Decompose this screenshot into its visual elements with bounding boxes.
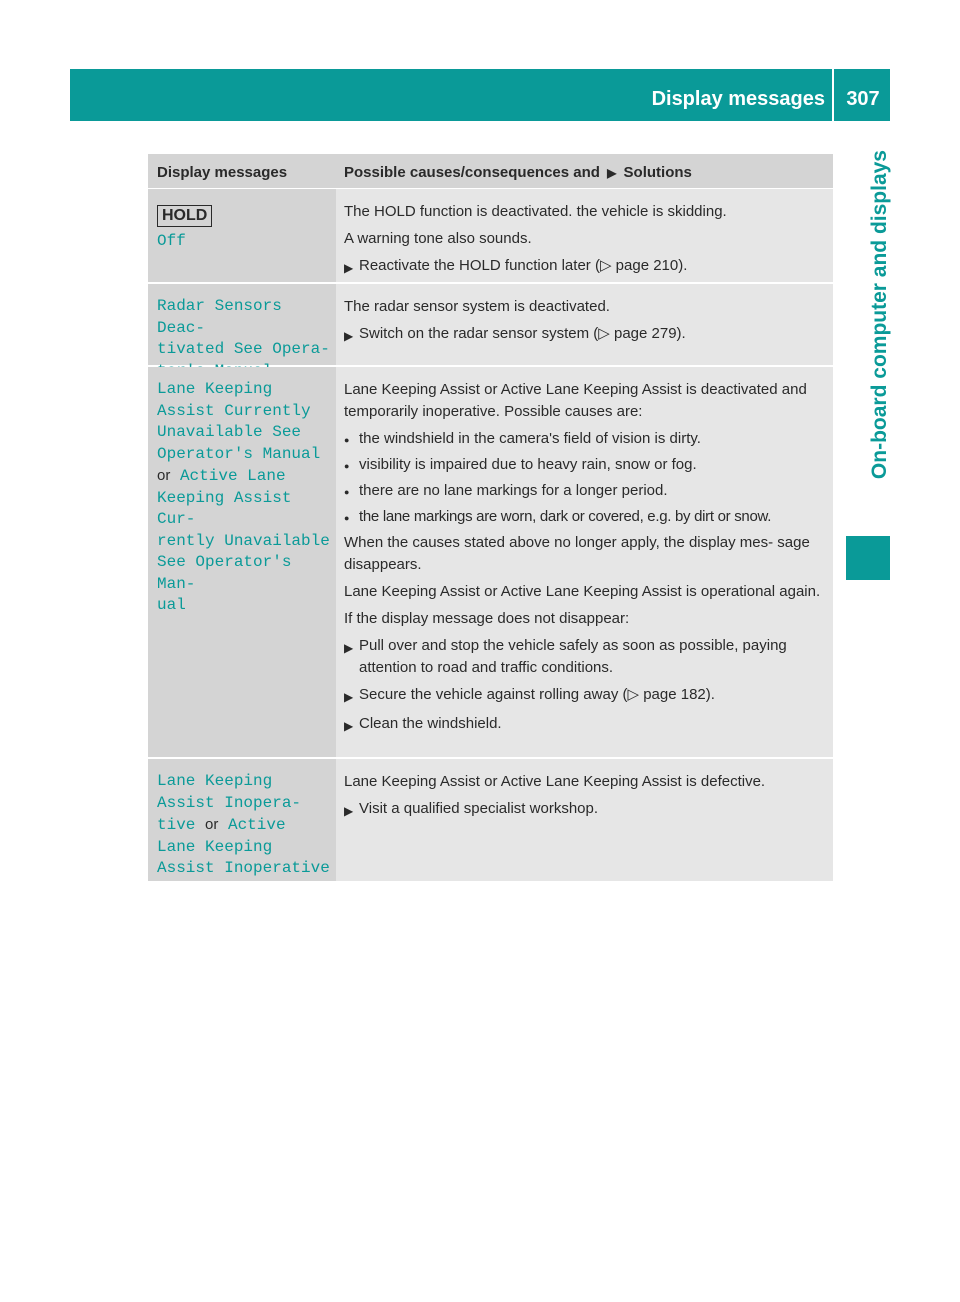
page-ref-icon: ▷ [599, 257, 612, 274]
list-item: ● the windshield in the camera's field of vision is dirty. [344, 428, 825, 451]
page-title: Display messages [651, 88, 825, 110]
page-reference-link[interactable]: page 182). [643, 686, 715, 703]
message-cell [148, 189, 336, 282]
col-header-messages: Display messages [157, 164, 288, 181]
action-arrow-icon: ▶ [344, 261, 354, 275]
side-tab-label: On-board computer and displays [868, 150, 891, 480]
table-row [148, 284, 833, 367]
action-item: ▶ Reactivate the HOLD function later (▷ page 210). [344, 255, 825, 279]
action-arrow-icon: ▶ [344, 719, 354, 733]
table-header [148, 154, 833, 189]
list-item: ● there are no lane markings for a longer period. [344, 480, 825, 503]
bullet-icon: ● [344, 513, 350, 523]
action-arrow-icon: ▶ [344, 804, 354, 818]
action-arrow-icon: ▶ [344, 329, 354, 343]
page-reference-link[interactable]: page 279). [613, 325, 686, 342]
header-divider [832, 69, 834, 121]
action-arrow-icon: ▶ [344, 690, 354, 704]
page-ref-icon: ▷ [627, 686, 640, 703]
bullet-icon: ● [344, 435, 350, 445]
table-row [148, 759, 833, 883]
list-item: ● visibility is impaired due to heavy rain, snow or fog. [344, 454, 825, 477]
side-tab-marker [846, 536, 890, 580]
message-cell: Lane Keeping Assist Inopera‐ tive or Active Lane Keeping Assist Inoperative [148, 759, 336, 881]
list-item: ● the lane markings are worn, dark or covered, e.g. by dirt or snow. [344, 506, 825, 529]
message-cell: Radar Sensors Deac‐ tivated See Opera‐ [148, 284, 336, 365]
solution-cell: Lane Keeping Assist or Active Lane Keeping Assist is defective. ▶ Visit a qualified specialist workshop. [336, 759, 833, 881]
page-ref-icon: ▷ [598, 325, 610, 342]
display-messages-table [148, 154, 833, 883]
action-item: ▶ Clean the windshield. [344, 713, 825, 737]
solution-cell: Lane Keeping Assist or Active Lane Keeping Assist is deactivated and temporarily inoperative. Possible causes are: ● the windshield in the camera's field of vision is dirty. ● visibility is impaired due to heavy rain, snow or fog. ● there are no lane markings for a longer period. ● the lane markings are worn, dark or covered, e.g. by dirt or snow. When the causes stated above no longer apply, the display mes‐ sage disappears. Lane Keeping Assist or Active Lane Keeping Assist is operational again. If the display message does not disappear: ▶ Pull over and stop the vehicle safely as soon as possible, paying attention to road and traffic conditions. ▶ Secure the vehicle against rolling away (▷ page 182). ▶ Clean the windshield. [336, 367, 833, 757]
page-number: 307 [846, 88, 880, 110]
message-text: Off [157, 232, 186, 250]
table-row [148, 189, 833, 284]
col-header-solutions: Possible causes/consequences and ▶ Solutions [344, 164, 692, 181]
action-item: ▶ Visit a qualified specialist workshop. [344, 798, 825, 822]
action-item: ▶ Switch on the radar sensor system (▷ page 279). [344, 323, 825, 347]
page-reference-link[interactable]: page 210). [615, 257, 688, 274]
bullet-icon: ● [344, 487, 350, 497]
bullet-icon: ● [344, 461, 350, 471]
hold-icon: HOLD [157, 205, 212, 227]
table-row [148, 367, 833, 759]
message-cell: Lane Keeping Assist Currently Unavailable See Operator's Manual or Active Lane Keeping Assist Cur‐ rently Unavailable See Operator's Man‐ ual [148, 367, 336, 757]
solution-cell: The radar sensor system is deactivated. ▶ Switch on the radar sensor system (▷ page 279). [336, 284, 833, 365]
solution-cell: The HOLD function is deactivated. the vehicle is skidding. A warning tone also sounds. ▶ Reactivate the HOLD function later (▷ page 210). [336, 189, 833, 282]
action-arrow-icon: ▶ [344, 641, 354, 655]
action-arrow-icon: ▶ [607, 166, 617, 180]
action-item: ▶ Secure the vehicle against rolling away (▷ page 182). [344, 684, 825, 708]
action-item: ▶ Pull over and stop the vehicle safely as soon as possible, paying attention to road and traffic conditions. [344, 635, 825, 679]
